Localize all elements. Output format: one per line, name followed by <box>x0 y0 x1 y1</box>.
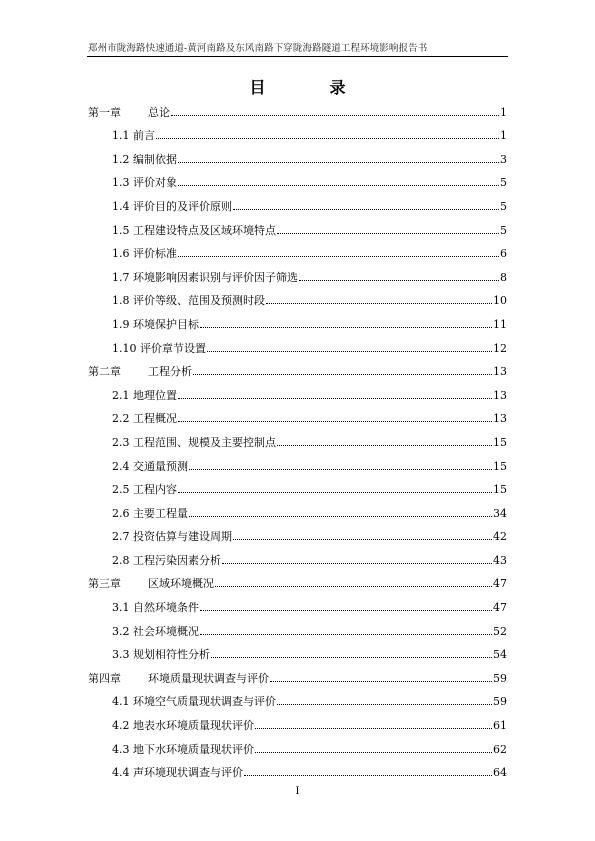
toc-dot-leader <box>277 233 499 234</box>
toc-entry-label <box>112 743 254 756</box>
toc-page-number: 13 <box>493 365 507 379</box>
toc-dot-leader <box>200 634 492 635</box>
toc-entry-label <box>112 412 177 425</box>
toc-section-entry[interactable] <box>88 284 507 308</box>
toc-page-number: 54 <box>493 648 507 662</box>
toc-page-number: 5 <box>500 223 507 237</box>
toc-section-entry[interactable] <box>88 638 507 662</box>
toc-entry-title: 4.1 环境空气质量现状调查与评价 <box>112 695 276 709</box>
toc-page-number: 34 <box>493 506 507 520</box>
toc-page-number: 62 <box>493 742 507 756</box>
toc-entry-title: 2.5 工程内容 <box>112 483 177 497</box>
toc-page-number: 6 <box>500 247 507 261</box>
toc-section-entry[interactable] <box>88 307 507 331</box>
toc-page-number: 43 <box>493 553 507 567</box>
toc-entry-title: 工程分析 <box>148 365 192 379</box>
toc-entry-title: 1.6 评价标准 <box>112 247 177 261</box>
toc-entry-label <box>112 200 232 213</box>
toc-dot-leader <box>178 162 499 163</box>
toc-entry-title: 1.9 环境保护目标 <box>112 317 199 331</box>
toc-section-entry[interactable] <box>88 213 507 237</box>
toc-section-entry[interactable] <box>88 237 507 261</box>
toc-section-entry[interactable] <box>88 520 507 544</box>
toc-entry-label <box>112 342 206 355</box>
toc-entry-label <box>112 318 199 331</box>
toc-dot-leader <box>255 752 492 753</box>
toc-entry-label <box>112 719 254 732</box>
toc-page-number: 5 <box>500 199 507 213</box>
toc-page-number: 13 <box>493 388 507 402</box>
toc-entry-label <box>112 766 243 779</box>
toc-dot-leader <box>270 681 492 682</box>
header-rule <box>87 56 508 57</box>
toc-section-entry[interactable] <box>88 685 507 709</box>
toc-page-number: 64 <box>493 766 507 780</box>
running-header: 郑州市陇海路快速通道-黄河南路及东风南路下穿陇海路隧道工程环境影响报告书 <box>88 43 428 54</box>
toc-dot-leader <box>193 374 492 375</box>
toc-entry-label <box>112 247 177 260</box>
toc-chapter-number: 第三章 <box>88 577 121 591</box>
toc-section-entry[interactable] <box>88 708 507 732</box>
toc-section-entry[interactable] <box>88 449 507 473</box>
toc-entry-title: 1.7 环境影响因素识别与评价因子筛选 <box>112 270 298 284</box>
toc-section-entry[interactable] <box>88 473 507 497</box>
toc-section-entry[interactable] <box>88 378 507 402</box>
toc-section-entry[interactable] <box>88 543 507 567</box>
toc-dot-leader <box>277 445 492 446</box>
toc-entry-title: 2.7 投资估算与建设周期 <box>112 530 232 544</box>
toc-page-number: 13 <box>493 412 507 426</box>
toc-entry-title: 1.2 编制依据 <box>112 152 177 166</box>
toc-section-entry[interactable] <box>88 425 507 449</box>
toc-page-number: 59 <box>493 671 507 685</box>
toc-section-entry[interactable] <box>88 166 507 190</box>
toc-entry-label <box>112 460 188 473</box>
toc-entry-label <box>88 577 214 590</box>
toc-dot-leader <box>200 327 492 328</box>
toc-chapter-entry[interactable] <box>88 95 507 119</box>
toc-page-number: 5 <box>500 176 507 190</box>
toc-dot-leader <box>178 421 492 422</box>
toc-entry-label <box>112 129 155 142</box>
toc-entry-title: 4.3 地下水环境质量现状评价 <box>112 742 254 756</box>
toc-entry-label <box>112 648 210 661</box>
toc-page-number: 47 <box>493 601 507 615</box>
toc-dot-leader <box>200 610 492 611</box>
toc-section-entry[interactable] <box>88 119 507 143</box>
toc-chapter-entry[interactable] <box>88 355 507 379</box>
toc-chapter-entry[interactable] <box>88 661 507 685</box>
toc-entry-title: 3.1 自然环境条件 <box>112 601 199 615</box>
toc-entry-title: 3.3 规划相符性分析 <box>112 648 210 662</box>
toc-page-number: 10 <box>493 294 507 308</box>
toc-entry-title: 2.3 工程范围、规模及主要控制点 <box>112 435 276 449</box>
toc-section-entry[interactable] <box>88 331 507 355</box>
toc-entry-title: 1.4 评价目的及评价原则 <box>112 199 232 213</box>
toc-chapter-number: 第二章 <box>88 365 121 379</box>
toc-entry-title: 4.2 地表水环境质量现状评价 <box>112 719 254 733</box>
toc-dot-leader <box>156 138 499 139</box>
toc-page-number: 15 <box>493 483 507 497</box>
toc-dot-leader <box>189 469 492 470</box>
toc-dot-leader <box>277 704 492 705</box>
toc-dot-leader <box>299 280 499 281</box>
toc-section-entry[interactable] <box>88 756 507 780</box>
toc-entry-label <box>112 625 199 638</box>
toc-entry-label <box>88 672 269 685</box>
toc-page-number: 15 <box>493 459 507 473</box>
toc-entry-title: 2.8 工程污染因素分析 <box>112 553 221 567</box>
toc-page-number: 15 <box>493 435 507 449</box>
toc-entry-title: 2.2 工程概况 <box>112 412 177 426</box>
toc-page-number: 52 <box>493 624 507 638</box>
toc-entry-title: 3.2 社会环境概况 <box>112 624 199 638</box>
toc-entry-label <box>112 554 221 567</box>
toc-dot-leader <box>178 398 492 399</box>
toc-section-entry[interactable] <box>88 614 507 638</box>
toc-page-number: 8 <box>500 270 507 284</box>
toc-chapter-number: 第一章 <box>88 105 121 119</box>
table-of-contents <box>88 95 507 779</box>
toc-page-number: 1 <box>500 105 507 119</box>
toc-page-number: 11 <box>493 317 507 331</box>
toc-page-number: 59 <box>493 695 507 709</box>
toc-page-number: 1 <box>500 129 507 143</box>
toc-entry-label <box>112 601 199 614</box>
toc-page-number: 3 <box>500 152 507 166</box>
toc-entry-title: 环境质量现状调查与评价 <box>148 671 269 685</box>
toc-entry-label <box>112 176 177 189</box>
page-title: 目 录 <box>249 78 370 97</box>
toc-entry-label <box>112 507 188 520</box>
toc-dot-leader <box>215 586 492 587</box>
toc-section-entry[interactable] <box>88 402 507 426</box>
toc-entry-label <box>112 530 232 543</box>
toc-section-entry[interactable] <box>88 732 507 756</box>
toc-page-number: 61 <box>493 719 507 733</box>
toc-dot-leader <box>266 303 492 304</box>
toc-entry-label <box>112 695 276 708</box>
toc-entry-label <box>112 153 177 166</box>
toc-page-number: 42 <box>493 530 507 544</box>
toc-dot-leader <box>244 775 492 776</box>
toc-entry-label <box>88 106 170 119</box>
toc-entry-title: 1.10 评价章节设置 <box>112 341 206 355</box>
toc-dot-leader <box>222 563 492 564</box>
toc-page-number: 47 <box>493 577 507 591</box>
toc-entry-label <box>112 224 276 237</box>
toc-dot-leader <box>233 539 492 540</box>
toc-entry-label <box>112 483 177 496</box>
toc-dot-leader <box>178 185 499 186</box>
toc-entry-title: 2.6 主要工程量 <box>112 506 188 520</box>
toc-entry-label <box>88 365 192 378</box>
toc-section-entry[interactable] <box>88 260 507 284</box>
toc-entry-label <box>112 294 265 307</box>
toc-dot-leader <box>211 657 492 658</box>
toc-dot-leader <box>178 256 499 257</box>
toc-chapter-entry[interactable] <box>88 567 507 591</box>
toc-dot-leader <box>171 115 499 116</box>
toc-section-entry[interactable] <box>88 590 507 614</box>
toc-dot-leader <box>255 728 492 729</box>
toc-dot-leader <box>207 351 492 352</box>
toc-entry-title: 1.5 工程建设特点及区域环境特点 <box>112 223 276 237</box>
toc-entry-title: 1.3 评价对象 <box>112 176 177 190</box>
toc-entry-title: 2.1 地理位置 <box>112 388 177 402</box>
page-number: I <box>295 786 300 797</box>
toc-entry-title: 2.4 交通量预测 <box>112 459 188 473</box>
toc-chapter-number: 第四章 <box>88 671 121 685</box>
toc-section-entry[interactable] <box>88 496 507 520</box>
toc-entry-title: 1.8 评价等级、范围及预测时段 <box>112 294 265 308</box>
toc-entry-title: 4.4 声环境现状调查与评价 <box>112 766 243 780</box>
toc-section-entry[interactable] <box>88 142 507 166</box>
toc-entry-title: 总论 <box>148 105 170 119</box>
toc-entry-label <box>112 436 276 449</box>
toc-entry-title: 区域环境概况 <box>148 577 214 591</box>
toc-page-number: 12 <box>493 341 507 355</box>
toc-entry-label <box>112 271 298 284</box>
toc-entry-title: 1.1 前言 <box>112 129 155 143</box>
toc-section-entry[interactable] <box>88 189 507 213</box>
toc-dot-leader <box>178 492 492 493</box>
toc-dot-leader <box>189 516 492 517</box>
toc-dot-leader <box>233 209 499 210</box>
toc-entry-label <box>112 389 177 402</box>
